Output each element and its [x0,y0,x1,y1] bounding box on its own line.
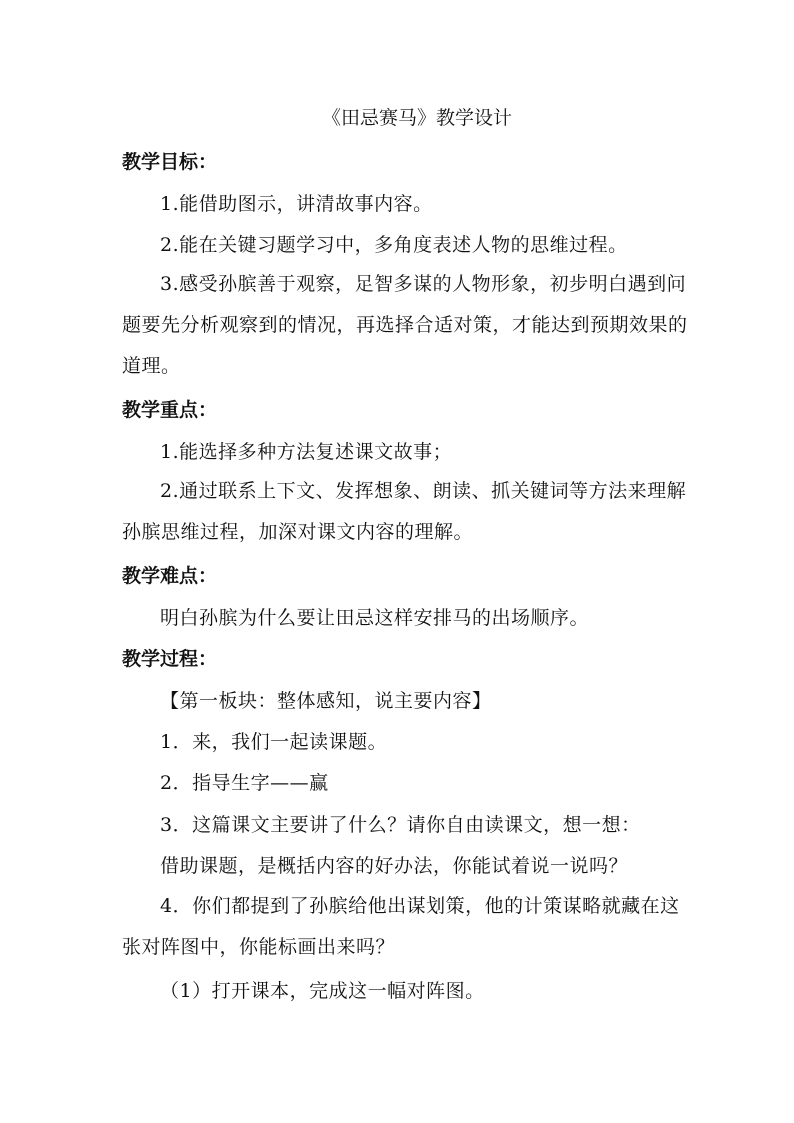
document-title: 《田忌赛马》教学设计 [321,107,512,129]
process-heading: 教学过程： [122,648,218,670]
goal-item-1: 1.能借助图示，讲清故事内容。 [160,193,433,215]
difficulties-text: 明白孙膑为什么要让田忌这样安排马的出场顺序。 [160,607,590,629]
process-step-4-sub-1: （1）打开课本，完成这一幅对阵图。 [160,980,485,1002]
keypoint-item-2: 2.通过联系上下文、发挥想象、朗读、抓关键词等方法来理解孙膑思维过程，加深对课文内容的理解。 [122,480,687,543]
keypoints-heading: 教学重点： [122,399,218,421]
process-step-3: 3．这篇课文主要讲了什么？请你自由读课文，想一想： [160,814,641,836]
process-step-4: 4．你们都提到了孙膑给他出谋划策，他的计策谋略就藏在这张对阵图中，你能标画出来吗？ [122,895,680,958]
process-step-1: 1．来，我们一起读课题。 [160,731,388,753]
difficulties-heading: 教学难点： [122,565,218,587]
process-step-2: 2．指导生字——赢 [160,772,329,794]
process-step-3-cont: 借助课题，是概括内容的好办法，你能试着说一说吗？ [160,855,629,877]
goal-item-2: 2.能在关键习题学习中，多角度表述人物的思维过程。 [160,234,628,256]
keypoint-item-1: 1.能选择多种方法复述课文故事； [160,441,453,463]
goals-heading: 教学目标： [122,151,218,173]
process-block-title: 【第一板块：整体感知，说主要内容】 [160,690,492,712]
goal-item-3: 3.感受孙膑善于观察，足智多谋的人物形象，初步明白遇到问题要先分析观察到的情况，再选择合适对策，才能达到预期效果的道理。 [122,273,688,377]
